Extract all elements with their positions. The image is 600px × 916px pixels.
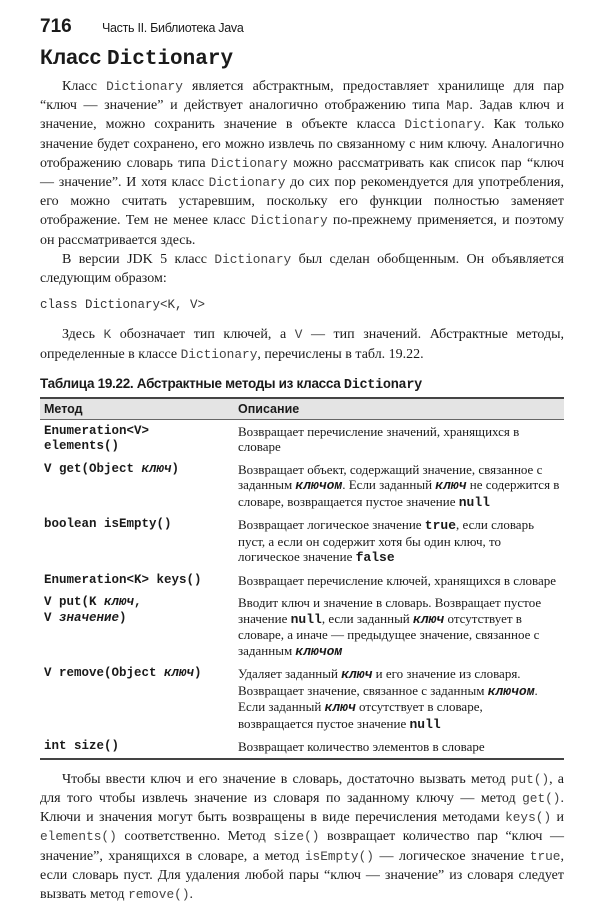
text-segment: отсутствует в словаре, возвращается пустое значение xyxy=(238,699,483,731)
paragraph xyxy=(40,770,564,904)
section-title xyxy=(40,46,564,71)
code-segment: Dictionary xyxy=(214,251,292,267)
text-segment: . Как только значение будет сохранено, его можно извлечь по связанному с ним ключу. Аналогично отображению словарь типа xyxy=(40,117,564,171)
text-segment: . xyxy=(189,887,193,903)
code-segment: put() xyxy=(510,771,550,787)
description-cell xyxy=(234,419,564,458)
code-segment: elements() xyxy=(40,829,117,845)
code-segment: isEmpty() xyxy=(304,848,374,864)
method-cell xyxy=(40,662,234,735)
text-segment: , если заданный xyxy=(321,610,414,626)
text-segment: обозначает тип ключей, а xyxy=(111,327,295,343)
code-segment: null xyxy=(409,716,441,732)
section-title-text: Класс xyxy=(40,46,108,69)
table-row xyxy=(40,662,564,735)
description-cell xyxy=(234,662,564,735)
text-segment: Вводит ключ и значение в словарь. Возвращает пустое значение xyxy=(238,595,542,626)
running-title: Часть II. Библиотека Java xyxy=(102,21,244,35)
text-segment: . Задав ключ и значение, можно сохранить значение в объекте класса xyxy=(40,98,565,133)
text-segment: Чтобы ввести ключ и его значение в словарь, достаточно вызвать метод xyxy=(62,771,511,787)
code-segment: keys() xyxy=(505,810,552,826)
page-header xyxy=(40,16,564,38)
code-segment: ключ xyxy=(164,666,195,681)
code-segment: Dictionary xyxy=(208,175,286,191)
text-segment: был сделан обобщенным. Он объявляется следующим образом: xyxy=(40,251,565,287)
section-title-code: Dictionary xyxy=(107,48,234,71)
code-segment: V put(K xyxy=(44,595,105,610)
code-segment: ключ xyxy=(341,667,373,683)
text-segment: возвращает количество пар “ключ — значение”, хранящихся в словаре, а метод xyxy=(40,829,564,864)
code-segment: V xyxy=(294,327,303,343)
text-segment: и xyxy=(551,810,564,826)
text-segment: Возвращает логическое значение xyxy=(238,517,425,533)
table-caption-text: Таблица 19.22. Абстрактные методы из класса xyxy=(40,375,344,391)
code-segment: ) xyxy=(194,666,202,681)
code-segment: int size() xyxy=(44,739,120,754)
code-segment: Map xyxy=(446,98,470,114)
code-segment: ключ xyxy=(141,461,172,476)
intro-text xyxy=(40,77,564,364)
code-declaration: class Dictionary<K, V> xyxy=(40,298,206,313)
code-segment: false xyxy=(355,550,395,566)
code-segment: Dictionary xyxy=(250,213,328,229)
text-segment: — тип значений. Абстрактные методы, определенные в классе xyxy=(40,327,564,362)
paragraph xyxy=(40,77,564,250)
code-segment: Enumeration<K> keys() xyxy=(44,572,202,587)
description-cell xyxy=(234,513,564,569)
table-row xyxy=(40,419,564,458)
description-cell xyxy=(234,569,564,592)
code-segment: ключом xyxy=(487,683,535,699)
text-segment: В версии JDK 5 класс xyxy=(62,251,215,267)
methods-table xyxy=(40,397,564,760)
code-segment: true xyxy=(529,848,561,864)
code-segment: null xyxy=(458,494,490,510)
page-number: 716 xyxy=(40,16,72,37)
method-cell xyxy=(40,419,234,458)
table-row xyxy=(40,591,564,662)
text-segment: Возвращает перечисление значений, хранящихся в словаре xyxy=(238,423,520,455)
paragraph xyxy=(40,325,564,363)
text-segment: и его значение из словаря. Возвращает значение, связанное с заданным xyxy=(238,666,521,698)
text-segment: Удаляет заданный xyxy=(238,666,342,682)
code-segment: ключ xyxy=(413,611,445,627)
table-row xyxy=(40,513,564,569)
code-segment: V get(Object xyxy=(44,461,142,476)
code-segment: Dictionary xyxy=(106,79,183,94)
code-segment: get() xyxy=(522,791,561,807)
code-segment: ключ xyxy=(435,478,467,494)
text-segment: . Ключи и значения могут быть возвращены в виде перечисления методами xyxy=(40,791,564,826)
table-row xyxy=(40,458,564,514)
code-segment: ключом xyxy=(295,643,343,659)
text-segment: — логическое значение xyxy=(373,848,530,864)
table-caption xyxy=(40,376,564,393)
description-cell xyxy=(234,591,564,662)
text-segment: Возвращает перечисление ключей, хранящихся в словаре xyxy=(238,572,557,588)
table-row xyxy=(40,735,564,759)
text-segment: . Если заданный xyxy=(342,477,436,493)
text-segment: по-прежнему применяется, и поэтому он рассматривается здесь. xyxy=(40,213,565,248)
method-cell xyxy=(40,569,234,592)
code-segment: Dictionary xyxy=(210,155,288,171)
paragraph xyxy=(40,250,564,288)
text-segment: . Если заданный xyxy=(238,682,538,715)
method-cell xyxy=(40,591,234,662)
column-header-method: Метод xyxy=(40,398,234,420)
code-segment: Enumeration<V> elements() xyxy=(44,423,150,454)
description-cell xyxy=(234,735,564,759)
text-segment: является абстрактным, предоставляет хранилище для пар “ключ — значение” и действует аналогично отображению типа xyxy=(40,79,564,114)
text-segment: , если словарь пуст. Для удаления любой пары “ключ — значение” из словаря следует вызвать метод xyxy=(40,848,564,903)
code-segment: remove() xyxy=(128,887,190,903)
closing-text xyxy=(40,770,564,904)
method-cell xyxy=(40,458,234,514)
text-segment: , перечислены в табл. 19.22. xyxy=(257,346,424,362)
table-row xyxy=(40,569,564,592)
table-caption-code: Dictionary xyxy=(343,377,422,393)
text-segment: можно рассматривать как список пар “ключ — значение”. И хотя класс xyxy=(40,155,564,191)
code-segment: K xyxy=(103,327,112,343)
text-segment: отсутствует в словаре, а иначе — предыдущее значение, связанное с заданным xyxy=(238,610,540,658)
code-segment: V remove(Object xyxy=(44,666,165,681)
text-segment: соответственно. Метод xyxy=(116,829,274,845)
text-segment: не содержится в словаре, возвращается пустое значение xyxy=(238,477,560,509)
code-segment: , V xyxy=(44,595,142,625)
code-segment: ключ xyxy=(104,595,135,610)
code-segment: size() xyxy=(273,829,320,845)
code-segment: boolean isEmpty() xyxy=(44,517,172,532)
method-cell xyxy=(40,735,234,759)
text-segment: , а для того чтобы извлечь значение из словаря по заданному ключу — метод xyxy=(40,771,565,807)
text-segment: Класс xyxy=(62,79,107,94)
description-cell xyxy=(234,458,564,514)
text-segment: Здесь xyxy=(62,327,104,343)
code-segment: ключ xyxy=(324,700,356,716)
method-cell xyxy=(40,513,234,569)
text-segment: Возвращает количество элементов в словаре xyxy=(238,739,485,755)
text-segment: Возвращает объект, содержащий значение, связанное с заданным xyxy=(238,461,543,493)
code-segment: ключом xyxy=(295,478,343,494)
table-header-row xyxy=(40,398,564,420)
code-segment: ) xyxy=(171,461,180,476)
text-segment: до сих пор рекомендуется для употребления, его можно считать устаревшим, поскольку его функции полностью заменяет отображение. Тем не менее класс xyxy=(40,175,564,229)
column-header-description: Описание xyxy=(234,398,564,420)
code-segment: ) xyxy=(119,610,127,625)
code-segment: Dictionary xyxy=(404,117,482,133)
code-segment: значение xyxy=(59,610,120,625)
text-segment: , если словарь пуст, а если он содержит хотя бы один ключ, то логическое значение xyxy=(238,517,534,565)
code-segment: true xyxy=(424,518,457,534)
code-segment: null xyxy=(290,611,322,627)
code-segment: Dictionary xyxy=(180,346,258,362)
